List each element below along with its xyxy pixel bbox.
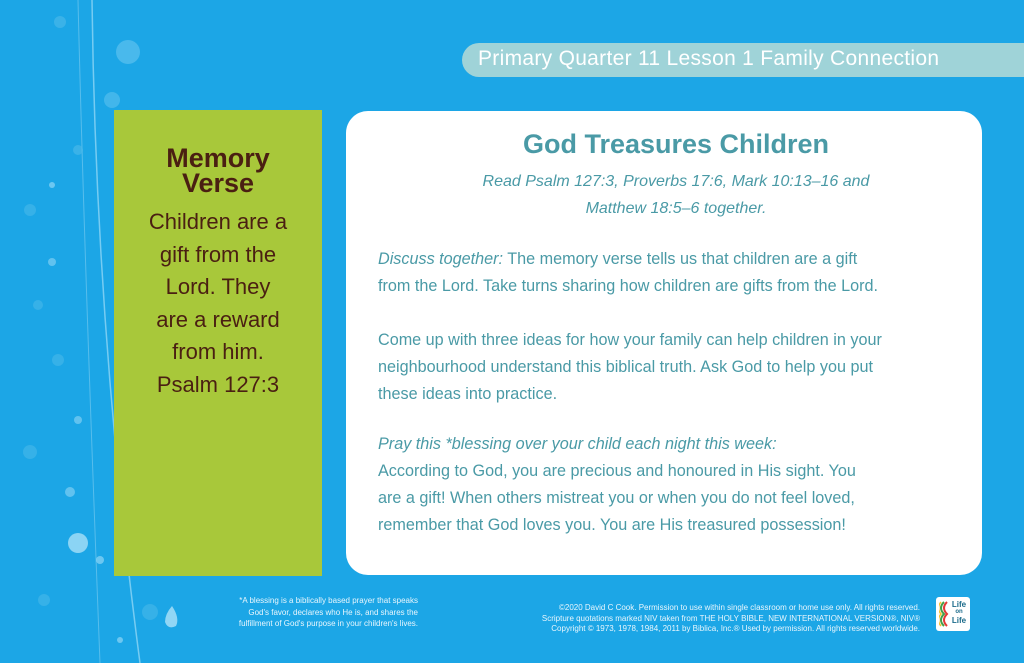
discuss-line1 [378, 246, 978, 273]
memory-verse-text [114, 206, 322, 401]
blessing-line1: According to God, you are precious and honoured in His sight. You [378, 462, 856, 480]
ideas-line2: neighbourhood understand this biblical truth. Ask God to help you put [378, 358, 873, 376]
memory-verse-title-line2: Verse [181, 168, 255, 198]
memory-verse-line: Children are a [148, 209, 288, 234]
ideas-line1: Come up with three ideas for how your family can help children in your [378, 331, 882, 349]
lesson-subtitle [346, 168, 1006, 222]
discuss-label: Discuss together: [378, 250, 504, 268]
memory-verse-title-line1: Memory [166, 143, 270, 173]
memory-verse-reference: Psalm 127:3 [156, 371, 280, 397]
logo-text: Life on Life [951, 600, 967, 625]
discuss-line1-text: The memory verse tells us that children are a gift [503, 250, 858, 268]
copyright-notice: ©2020 David C Cook. Permission to use within single classroom or home use only. All rights reserved. Scripture quotations marked NIV taken from THE HOLY BIBLE, NEW INTERNATIONAL VERSION®, NIV® Copyright © 1973, 1978, 1984, 2011 by Biblica, Inc.® Used by permission. All rights reserved worldwide. [541, 603, 920, 633]
discuss-paragraph [378, 246, 978, 300]
memory-verse-line: are a reward [156, 306, 280, 332]
lesson-subtitle-line1: Read Psalm 127:3, Proverbs 17:6, Mark 10:13–16 and [482, 173, 870, 190]
lesson-card [346, 111, 982, 575]
blessing-paragraph [378, 431, 978, 539]
blessing-footnote: *A blessing is a biblically based prayer that speaks God's favor, declares who He is, and shares the fulfillment of God's purpose in your children's lives. [238, 596, 418, 628]
memory-verse-line: from him. [172, 339, 264, 364]
memory-verse-box [114, 110, 322, 576]
discuss-line2: from the Lord. Take turns sharing how children are gifts from the Lord. [378, 277, 878, 295]
life-on-life-logo [936, 597, 970, 631]
blessing-line3: remember that God loves you. You are His treasured possession! [378, 516, 846, 534]
logo-stripes-icon [939, 601, 949, 627]
ideas-paragraph [378, 327, 978, 408]
ideas-line3: these ideas into practice. [378, 385, 558, 403]
lesson-title: God Treasures Children [522, 129, 830, 159]
memory-verse-title [114, 143, 322, 198]
pray-label: Pray this *blessing over your child each night this week: [378, 435, 777, 453]
page-title: Primary Quarter 11 Lesson 1 Family Connection [478, 47, 940, 70]
lesson-subtitle-line2: Matthew 18:5–6 together. [585, 200, 767, 217]
blessing-line2: are a gift! When others mistreat you or when you do not feel loved, [378, 489, 855, 507]
memory-verse-line: gift from the [159, 241, 277, 267]
memory-verse-line: Lord. They [165, 274, 271, 299]
